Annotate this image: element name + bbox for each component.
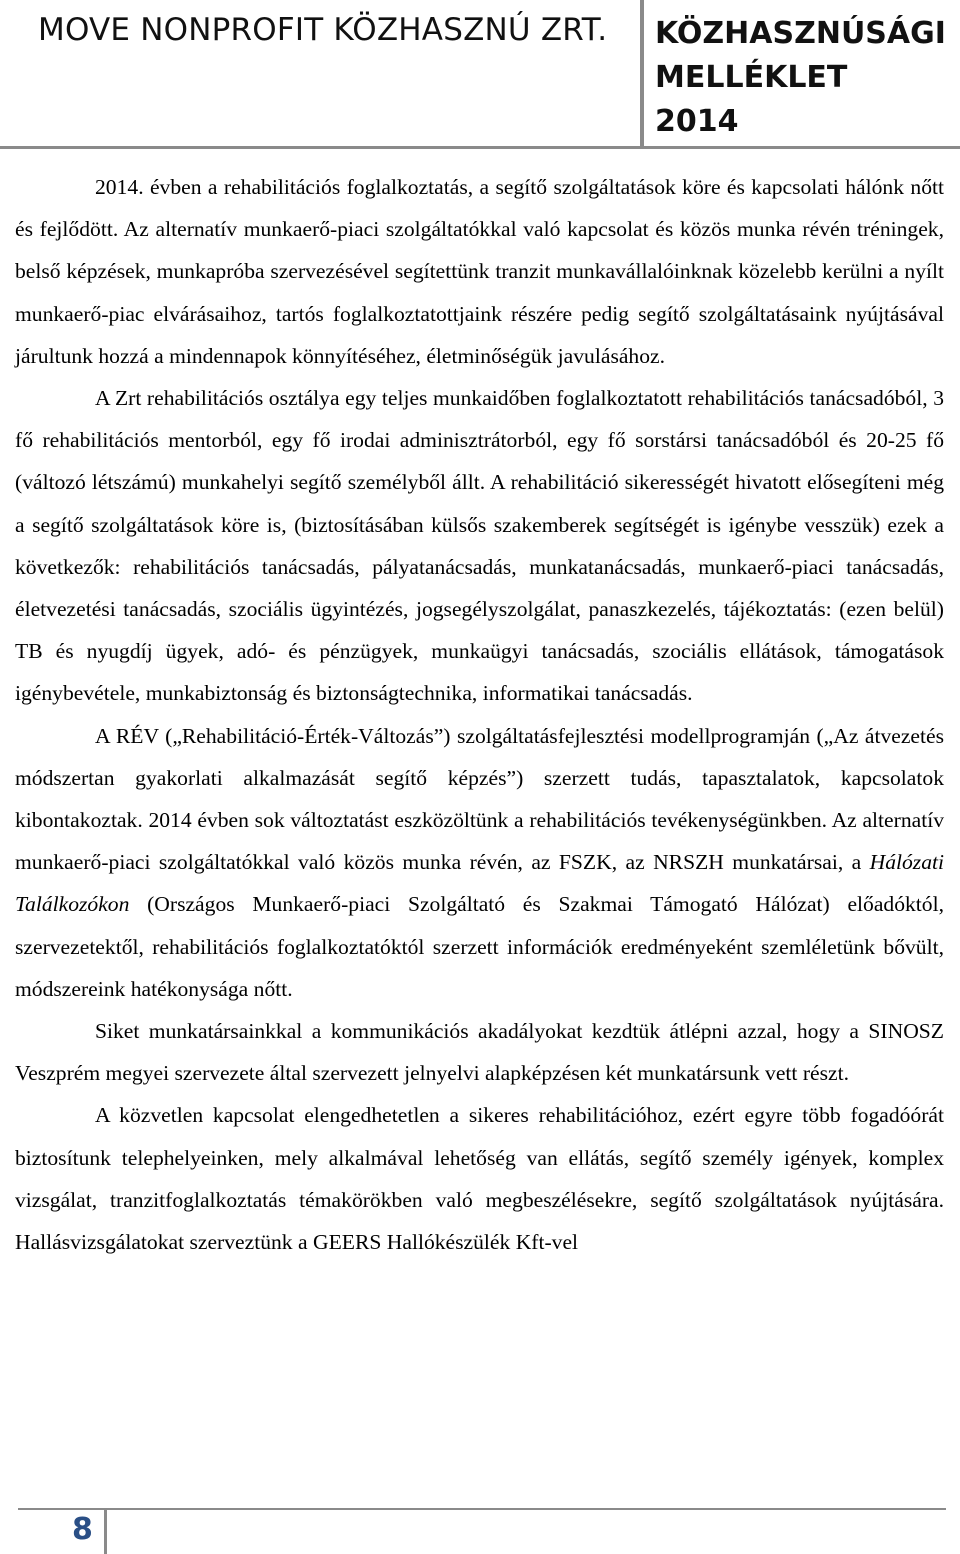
paragraph-office-hours: A közvetlen kapcsolat elengedhetetlen a sikeres rehabilitációhoz, ezért egyre több fogadóórát biztosítunk telephelyeinken, mely alkalmával lehetőség van ellátás, segítő személy igények, komplex vizsgálat, tranzitfoglalkoztatás témakörökben való megbeszélésekre, segítő szolgáltatások nyújtására. Hallásvizsgálatokat szerveztünk a GEERS Hallókészülék Kft-vel: [15, 1103, 944, 1255]
organization-title: MOVE NONPROFIT KÖZHASZNÚ ZRT.: [38, 12, 608, 48]
page-header: [0, 0, 960, 148]
document-body: [15, 166, 944, 1263]
paragraph-rehabilitation-staff: A Zrt rehabilitációs osztálya egy teljes munkaidőben foglalkoztatott rehabilitációs tanácsadóból, 3 fő rehabilitációs mentorból, egy fő irodai adminisztrátorból, egy fő sorstársi tanácsadóból és 20-25 fő (változó létszámú) munkahelyi segítő személyből állt. A rehabilitáció sikerességét hivatott elősegíteni még a segítő szolgáltatások köre is, (biztosításában külsős szakemberek segítségét is igénybe vesszük) ezek a következők: rehabilitációs tanácsadás, pályatanácsadás, munkatanácsadás, munkaerő-piaci tanácsadás, életvezetési tanácsadás, szociális ügyintézés, jogsegélyszolgálat, panaszkezelés, tájékoztatás: (ezen belül) TB és nyugdíj ügyek, adó- és pénzügyek, munkaügyi tanácsadás, szociális ellátások, támogatások igénybevétele, munkabiztonság és biztonságtechnika, informatikai tanácsadás.: [15, 386, 944, 706]
document-title-line-2: MELLÉKLET: [655, 60, 848, 95]
paragraph-rev-program-part-2: (Országos Munkaerő-piaci Szolgáltató és Szakmai Támogató Hálózat) előadóktól, szervezetektől, rehabilitációs foglalkoztatóktól szerzett információk eredményeként szemléletünk bővült, módszereink hatékonysága nőtt.: [15, 892, 944, 1001]
paragraph-rev-program: [15, 715, 944, 1010]
page-number: 8: [72, 1512, 93, 1547]
header-horizontal-divider: [0, 146, 960, 149]
document-title-year: 2014: [655, 104, 739, 139]
paragraph-rehabilitation-growth: 2014. évben a rehabilitációs foglalkoztatás, a segítő szolgáltatások köre és kapcsolati hálónk nőtt és fejlődött. Az alternatív munkaerő-piaci szolgáltatókkal való kapcsolat és közös munka révén tréningek, belső képzések, munkapróba szervezésével segítettünk tranzit munkavállalóinknak közelebb kerülni a nyílt munkaerő-piac elvárásaihoz, tartós foglalkoztatottjaink részére pedig segítő szolgáltatásaink nyújtásával járultunk hozzá a mindennapok könnyítéséhez, életminőségük javulásához.: [15, 175, 944, 368]
document-title: [655, 12, 946, 144]
paragraph-rev-program-part-1: A RÉV („Rehabilitáció-Érték-Változás”) szolgáltatásfejlesztési modellprogramján („Az átvezetés módszertan gyakorlati alkalmazását segítő képzés”) szerzett tudás, tapasztalatok, kapcsolatok kibontakoztak. 2014 évben sok változtatást eszközöltünk a rehabilitációs tevékenységünkben. Az alternatív munkaerő-piaci szolgáltatókkal való közös munka révén, az FSZK, az NRSZH munkatársai, a: [15, 723, 944, 875]
header-vertical-divider: [640, 0, 644, 148]
network-meetings-term: Hálózati Találkozókon: [15, 850, 944, 917]
footer-divider: [18, 1508, 946, 1510]
paragraph-sign-language: Siket munkatársainkkal a kommunikációs akadályokat kezdtük átlépni azzal, hogy a SINOSZ Veszprém megyei szervezete által szervezett jelnyelvi alapképzésen két munkatársunk vett részt.: [15, 1019, 944, 1086]
footer-vertical-divider: [104, 1510, 107, 1554]
document-title-line-1: KÖZHASZNÚSÁGI: [655, 16, 946, 51]
